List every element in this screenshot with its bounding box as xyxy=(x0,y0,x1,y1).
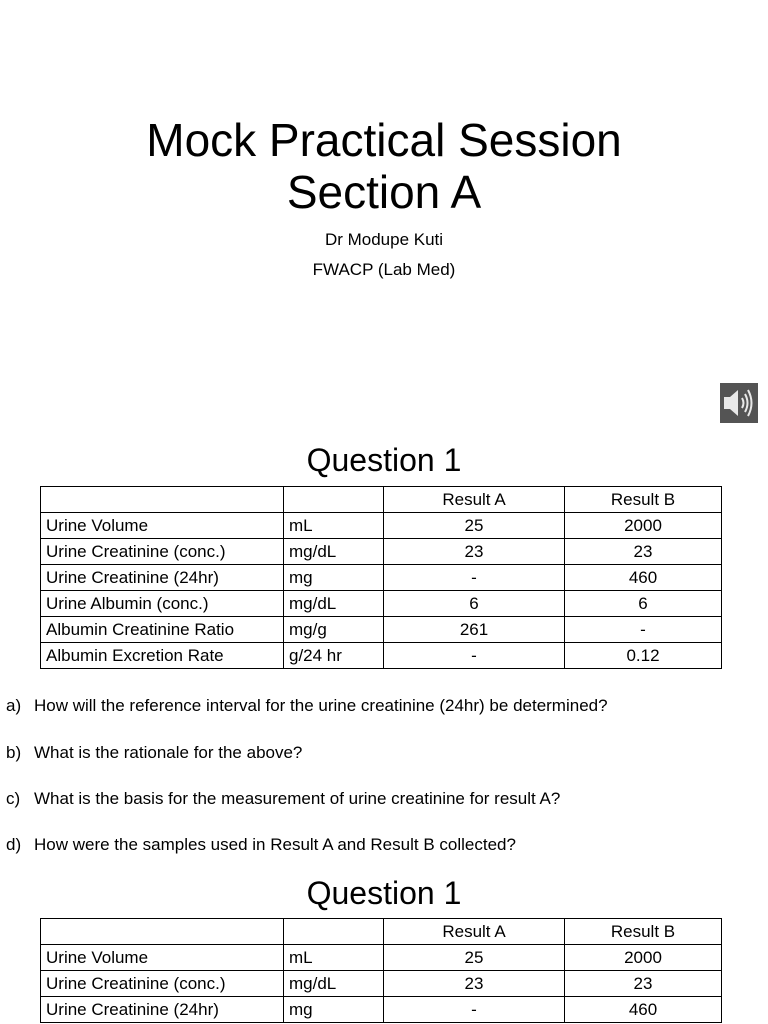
row-result-b: 2000 xyxy=(565,513,722,539)
speaker-icon[interactable] xyxy=(720,383,758,423)
table-header-cell xyxy=(284,487,384,513)
table-header-row xyxy=(41,919,722,945)
question-label: d) xyxy=(6,835,22,854)
row-result-a: 6 xyxy=(384,591,565,617)
slide-title-line2: Section A xyxy=(286,166,482,218)
results-table-repeat xyxy=(40,918,722,1023)
row-unit: g/24 hr xyxy=(284,643,384,669)
row-result-b: 0.12 xyxy=(565,643,722,669)
row-result-b: - xyxy=(565,617,722,643)
question-text: What is the basis for the measurement of urine creatinine for result A? xyxy=(34,789,561,808)
table-row xyxy=(41,971,722,997)
row-result-b: 23 xyxy=(565,539,722,565)
row-name: Urine Albumin (conc.) xyxy=(41,591,284,617)
table-header-cell xyxy=(41,487,284,513)
row-name: Albumin Excretion Rate xyxy=(41,643,284,669)
table-header-row xyxy=(41,487,722,513)
table-header-result-a: Result A xyxy=(384,919,565,945)
question-item xyxy=(6,789,560,809)
row-result-a: - xyxy=(384,643,565,669)
row-result-a: 261 xyxy=(384,617,565,643)
question-text: How were the samples used in Result A and Result B collected? xyxy=(34,835,516,854)
question-text: How will the reference interval for the urine creatinine (24hr) be determined? xyxy=(34,696,608,715)
results-table xyxy=(40,486,722,669)
question-item xyxy=(6,743,302,763)
table-header-result-a: Result A xyxy=(384,487,565,513)
question-label: a) xyxy=(6,696,22,715)
question-item xyxy=(6,835,516,855)
table-header-result-b: Result B xyxy=(565,919,722,945)
table-row xyxy=(41,513,722,539)
row-result-b: 2000 xyxy=(565,945,722,971)
table-row xyxy=(41,539,722,565)
table-row xyxy=(41,565,722,591)
row-result-b: 6 xyxy=(565,591,722,617)
row-result-b: 23 xyxy=(565,971,722,997)
table-row xyxy=(41,643,722,669)
row-result-b: 460 xyxy=(565,565,722,591)
row-result-b: 460 xyxy=(565,997,722,1023)
table-row xyxy=(41,945,722,971)
row-result-a: 25 xyxy=(384,945,565,971)
question-text: What is the rationale for the above? xyxy=(34,743,303,762)
table-header-cell xyxy=(284,919,384,945)
row-name: Urine Creatinine (conc.) xyxy=(41,971,284,997)
row-unit: mg/dL xyxy=(284,539,384,565)
row-name: Albumin Creatinine Ratio xyxy=(41,617,284,643)
row-result-a: 23 xyxy=(384,539,565,565)
author-name: Dr Modupe Kuti xyxy=(324,230,444,249)
question-title-repeat: Question 1 xyxy=(306,875,462,911)
table-row xyxy=(41,997,722,1023)
row-unit: mg/dL xyxy=(284,591,384,617)
row-result-a: 23 xyxy=(384,971,565,997)
row-result-a: - xyxy=(384,565,565,591)
question-title: Question 1 xyxy=(306,442,462,478)
table-row xyxy=(41,591,722,617)
table-header-cell xyxy=(41,919,284,945)
slide-title-line1: Mock Practical Session xyxy=(146,114,622,166)
table-row xyxy=(41,617,722,643)
row-unit: mg/g xyxy=(284,617,384,643)
row-name: Urine Volume xyxy=(41,945,284,971)
question-label: c) xyxy=(6,789,21,808)
table-header-result-b: Result B xyxy=(565,487,722,513)
row-unit: mL xyxy=(284,945,384,971)
author-credential: FWACP (Lab Med) xyxy=(312,260,456,279)
row-unit: mg xyxy=(284,997,384,1023)
row-name: Urine Creatinine (conc.) xyxy=(41,539,284,565)
question-item xyxy=(6,696,608,716)
row-result-a: - xyxy=(384,997,565,1023)
row-name: Urine Volume xyxy=(41,513,284,539)
question-label: b) xyxy=(6,743,22,762)
row-result-a: 25 xyxy=(384,513,565,539)
row-unit: mg/dL xyxy=(284,971,384,997)
row-name: Urine Creatinine (24hr) xyxy=(41,565,284,591)
row-unit: mL xyxy=(284,513,384,539)
row-name: Urine Creatinine (24hr) xyxy=(41,997,284,1023)
row-unit: mg xyxy=(284,565,384,591)
speaker-icon-graphic xyxy=(720,383,758,423)
